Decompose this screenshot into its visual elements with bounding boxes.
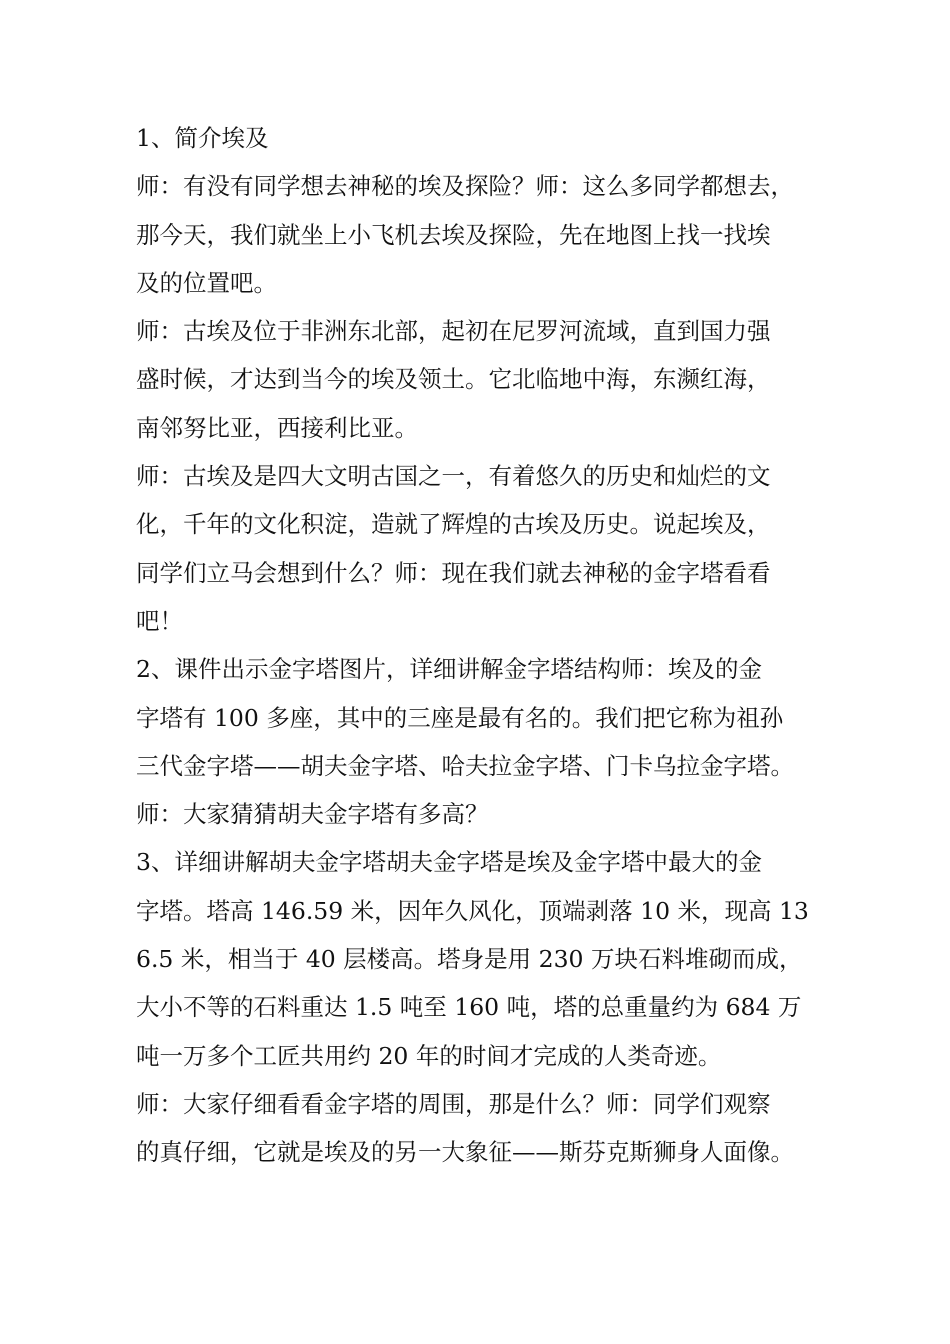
paragraph-line: 师：有没有同学想去神秘的埃及探险？师：这么多同学都想去，	[136, 172, 794, 201]
paragraph-line: 的真仔细，它就是埃及的另一大象征——斯芬克斯狮身人面像。	[136, 1138, 794, 1167]
paragraph-line: 三代金字塔——胡夫金字塔、哈夫拉金字塔、门卡乌拉金字塔。	[136, 751, 794, 780]
paragraph-line: 师：大家猜猜胡夫金字塔有多高？	[136, 800, 489, 829]
paragraph-line: 南邻努比亚，西接利比亚。	[136, 413, 418, 442]
document-body	[136, 114, 836, 1177]
paragraph-line: 字塔。塔高 146.59 米，因年久风化，顶端剥落 10 米，现高 13	[136, 896, 809, 925]
paragraph-line: 字塔有 100 多座，其中的三座是最有名的。我们把它称为祖孙	[136, 703, 784, 732]
paragraph-line: 吨一万多个工匠共用约 20 年的时间才完成的人类奇迹。	[136, 1041, 722, 1070]
paragraph-line: 师：古埃及是四大文明古国之一，有着悠久的历史和灿烂的文	[136, 462, 771, 491]
paragraph-line: 那今天，我们就坐上小飞机去埃及探险，先在地图上找一找埃	[136, 220, 771, 249]
paragraph-line: 化，千年的文化积淀，造就了辉煌的古埃及历史。说起埃及，	[136, 510, 771, 539]
paragraph-line: 盛时候，才达到当今的埃及领土。它北临地中海，东濒红海，	[136, 365, 771, 394]
paragraph-line: 吧！	[136, 606, 183, 635]
section-heading-intro: 1、简介埃及	[136, 124, 269, 152]
paragraph-line: 师：古埃及位于非洲东北部，起初在尼罗河流域，直到国力强	[136, 317, 771, 346]
paragraph-line: 及的位置吧。	[136, 268, 277, 297]
paragraph-line: 师：大家仔细看看金字塔的周围，那是什么？师：同学们观察	[136, 1089, 771, 1118]
section-heading-pyramids: 2、课件出示金字塔图片，详细讲解金字塔结构师：埃及的金	[136, 655, 762, 684]
paragraph-line: 6.5 米，相当于 40 层楼高。塔身是用 230 万块石料堆砌而成，	[136, 945, 803, 974]
paragraph-line: 大小不等的石料重达 1.5 吨至 160 吨，塔的总重量约为 684 万	[136, 993, 802, 1022]
section-heading-khufu: 3、详细讲解胡夫金字塔胡夫金字塔是埃及金字塔中最大的金	[136, 848, 762, 877]
paragraph-line: 同学们立马会想到什么？师：现在我们就去神秘的金字塔看看	[136, 558, 771, 587]
